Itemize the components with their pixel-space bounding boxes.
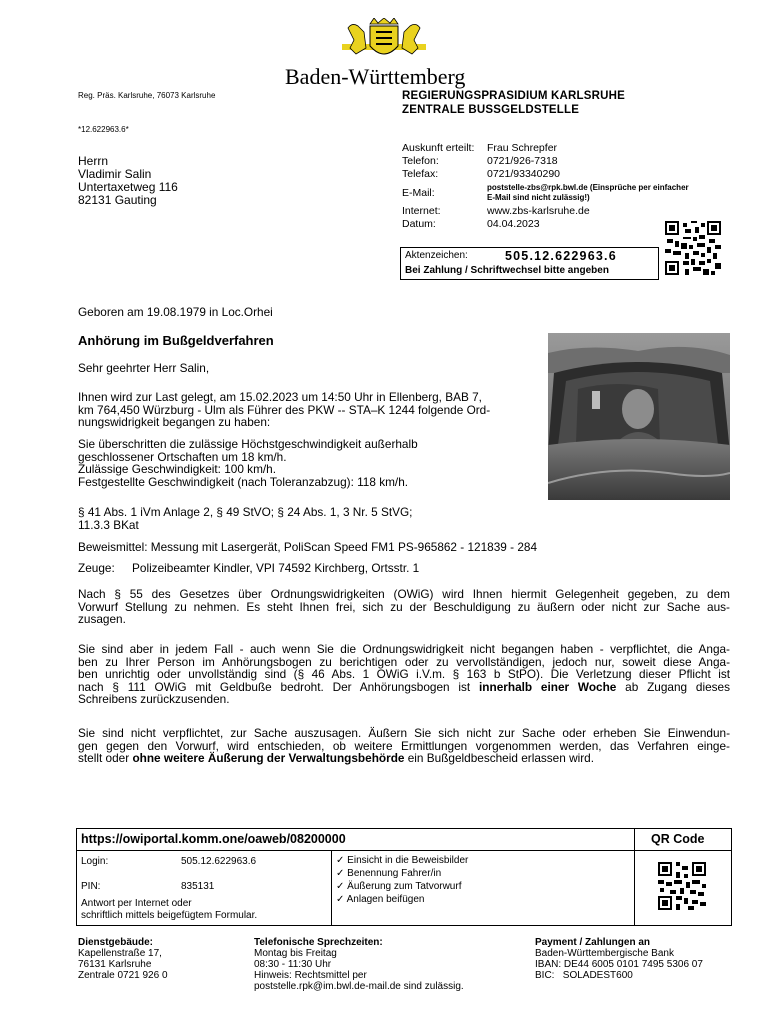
legal-line: § 41 Abs. 1 iVm Anlage 2, § 49 StVO; § 24 Abs. 1, 3 Nr. 5 StVG; (78, 505, 413, 519)
footer-title: Payment / Zahlungen an (535, 937, 651, 948)
online-portal-box (76, 828, 732, 926)
authority-line-2: ZENTRALE BUSSGELDSTELLE (402, 104, 580, 116)
footer-line: Montag bis Freitag (254, 948, 337, 959)
check-icon: ✓ (336, 855, 348, 866)
answer-line: schriftlich mittels beigefügtem Formular. (81, 910, 258, 921)
case-number: 505.12.622963.6 (505, 249, 617, 263)
contact-row: Telefax: 0721/93340290 (402, 168, 560, 180)
legal-line: 11.3.3 BKat (78, 517, 139, 532)
footer-line: Zentrale 0721 926 0 (78, 970, 168, 981)
paragraph-hearing (78, 588, 730, 626)
state-name: Baden-Württemberg (285, 64, 466, 89)
footer-title: Dienstgebäude: (78, 937, 154, 948)
contact-row: Datum: 04.04.2023 (402, 218, 540, 230)
para-line: Sie sind nicht verpflichtet, zur Sache auszusagen. Äußern Sie sich nicht zur Sache oder erheben Sie Einwendun- (78, 726, 730, 740)
para-line: zusagen. (78, 612, 126, 626)
para-line: gen gegen den Vorwurf, wird entschieden, ob weitere Ermittlungen vorgenommen werden, das Verfahren einge- (78, 738, 730, 753)
check-icon: ✓ (336, 881, 348, 892)
authority-header (402, 89, 625, 117)
para-line: nach § 111 OWiG mit Geldbuße bedroht. Der Anhörungsbogen ist innerhalb einer Woche ab Zugang dieses (78, 679, 730, 694)
footer-line: Kapellenstraße 17, (78, 948, 162, 959)
option-statement[interactable]: ✓ Äußerung zum Tatvorwurf (336, 881, 462, 892)
recipient-name: Vladimir Salin (78, 167, 152, 181)
witness-value: Polizeibeamter Kindler, VPI 74592 Kirchberg, Ortsstr. 1 (132, 561, 420, 575)
reference-tag: *12.622963.6* (78, 125, 129, 134)
para-line: stellt oder ohne weitere Äußerung der Verwaltungsbehörde ein Bußgeldbescheid erlassen wird. (78, 751, 594, 765)
evidence-line: Beweismittel: Messung mit Lasergerät, PoliScan Speed FM1 PS-965862 - 121839 - 284 (78, 540, 538, 554)
check-icon: ✓ (336, 868, 348, 879)
birth-info: Geboren am 19.08.1979 in Loc.Orhei (78, 305, 273, 319)
footer-line: Hinweis: Rechtsmittel per (254, 970, 367, 981)
deadline-emphasis: innerhalb einer Woche (479, 679, 617, 694)
charge-line: km 764,450 Würzburg - Ulm als Führer des PKW -- STA–K 1244 folgende Ord- (78, 402, 491, 417)
recipient-street: Untertaxetweg 116 (78, 180, 178, 194)
option-name-driver[interactable]: ✓ Benennung Fahrer/in (336, 868, 442, 879)
case-label: Aktenzeichen: (405, 250, 468, 261)
portal-qr-code-icon[interactable] (658, 862, 706, 910)
sender-line: Reg. Präs. Karlsruhe, 76073 Karlsruhe (78, 91, 216, 100)
answer-line: Antwort per Internet oder (81, 898, 192, 909)
authority-line-1: REGIERUNGSPRASIDIUM KARLSRUHE (402, 90, 626, 102)
offense-line: Festgestellte Geschwindigkeit (nach Toleranzabzug): 118 km/h. (78, 474, 409, 489)
footer-title: Telefonische Sprechzeiten: (254, 937, 383, 948)
qr-code-icon (665, 221, 721, 275)
portal-options (336, 854, 468, 906)
offense-line: Zulässige Geschwindigkeit: 100 km/h. (78, 462, 277, 476)
option-view-evidence[interactable]: ✓ Einsicht in die Beweisbilder (336, 855, 469, 866)
check-icon: ✓ (336, 894, 347, 905)
contact-row: E-Mail: poststelle-zbs@rpk.bwl.de (Einsprüche per einfacher E-Mail sind nicht zulässig!) (402, 183, 689, 202)
contact-row[interactable]: Internet: www.zbs-karlsruhe.de (402, 205, 590, 217)
legal-basis (78, 506, 412, 531)
footer-line: 08:30 - 11:30 Uhr (254, 959, 332, 970)
witness-line (78, 562, 419, 575)
case-note: Bei Zahlung / Schriftwechsel bitte angeben (405, 265, 609, 276)
footer-line: 76131 Karlsruhe (78, 959, 152, 970)
qr-divider (634, 829, 635, 925)
login-value[interactable]: 505.12.622963.6 (181, 856, 257, 867)
charge-line: nungswidrigkeit begangen zu haben: (78, 415, 271, 429)
recipient-city: 82131 Gauting (78, 193, 157, 207)
charge-paragraph (78, 391, 490, 429)
offense-line: Sie überschritten die zulässige Höchstgeschwindigkeit außerhalb (78, 437, 418, 451)
contact-row: Auskunft erteilt: Frau Schrepfer (402, 142, 558, 154)
coat-of-arms-icon (340, 18, 428, 66)
footer-line[interactable]: poststelle.rpk@im.bwl.de-mail.de sind zulässig. (254, 981, 464, 992)
qr-label: QR Code (651, 832, 705, 846)
contact-info (402, 142, 702, 231)
footer-line: Baden-Württembergische Bank (535, 948, 674, 959)
para-line: ben zu Ihrer Person im Anhörungsbogen zu berichtigen oder zu vervollständigen, jedoch nur, soweit diese Anga- (78, 654, 730, 669)
footer-line: BIC: SOLADEST600 (535, 970, 633, 981)
letter-subject: Anhörung im Bußgeldverfahren (78, 333, 274, 348)
pin-label: PIN: (81, 881, 101, 892)
footer-hours (254, 937, 464, 992)
para-line: Sie sind aber in jedem Fall - auch wenn Sie die Ordnungswidrigkeit nicht begangen haben - verpflichtet, die Anga- (78, 642, 730, 656)
paragraph-rights (78, 727, 730, 765)
charge-line: Ihnen wird zur Last gelegt, am 15.02.2023 um 14:50 Uhr in Ellenberg, BAB 7, (78, 390, 482, 404)
footer-payment (535, 937, 703, 981)
evidence-photo (548, 333, 730, 500)
contact-row: Telefon: 0721/926-7318 (402, 155, 558, 167)
paragraph-obligation (78, 643, 730, 706)
answer-hint (81, 898, 257, 922)
recipient-address (78, 155, 178, 207)
case-number-box (400, 247, 659, 280)
para-line: Nach § 55 des Gesetzes über Ordnungswidrigkeiten (OWiG) wird Ihnen hiermit Gelegenheit gegeben, zu dem (78, 587, 730, 601)
offense-line: geschlossener Ortschaften um 18 km/h. (78, 449, 287, 464)
para-line: Vorwurf Stellung zu nehmen. Es steht Ihnen frei, sich zu der Beschuldigung zu äußern oder nicht zur Sache aus- (78, 599, 730, 614)
option-attachments[interactable]: ✓ Anlagen beifügen (336, 894, 425, 905)
login-divider (331, 850, 332, 925)
portal-url[interactable]: https://owiportal.komm.one/oaweb/08200000 (81, 832, 346, 846)
greeting: Sehr geehrter Herr Salin, (78, 361, 210, 375)
recipient-salutation: Herrn (78, 154, 109, 168)
footer-building (78, 937, 168, 981)
footer-line: IBAN: DE44 6005 0101 7495 5306 07 (535, 959, 703, 970)
login-label: Login: (81, 856, 109, 867)
offense-paragraph (78, 438, 418, 488)
pin-value[interactable]: 835131 (181, 881, 215, 892)
para-line: ben unrichtig oder unvollständig sind (§ 46 Abs. 1 OWiG i.V.m. § 163 b StPO). Die Verletzung dieser Pflicht ist (78, 667, 730, 681)
witness-label: Zeuge: (78, 561, 115, 575)
para-line: Schreibens zurückzusenden. (78, 692, 230, 706)
authority-emphasis: ohne weitere Äußerung der Verwaltungsbehörde (132, 751, 405, 765)
